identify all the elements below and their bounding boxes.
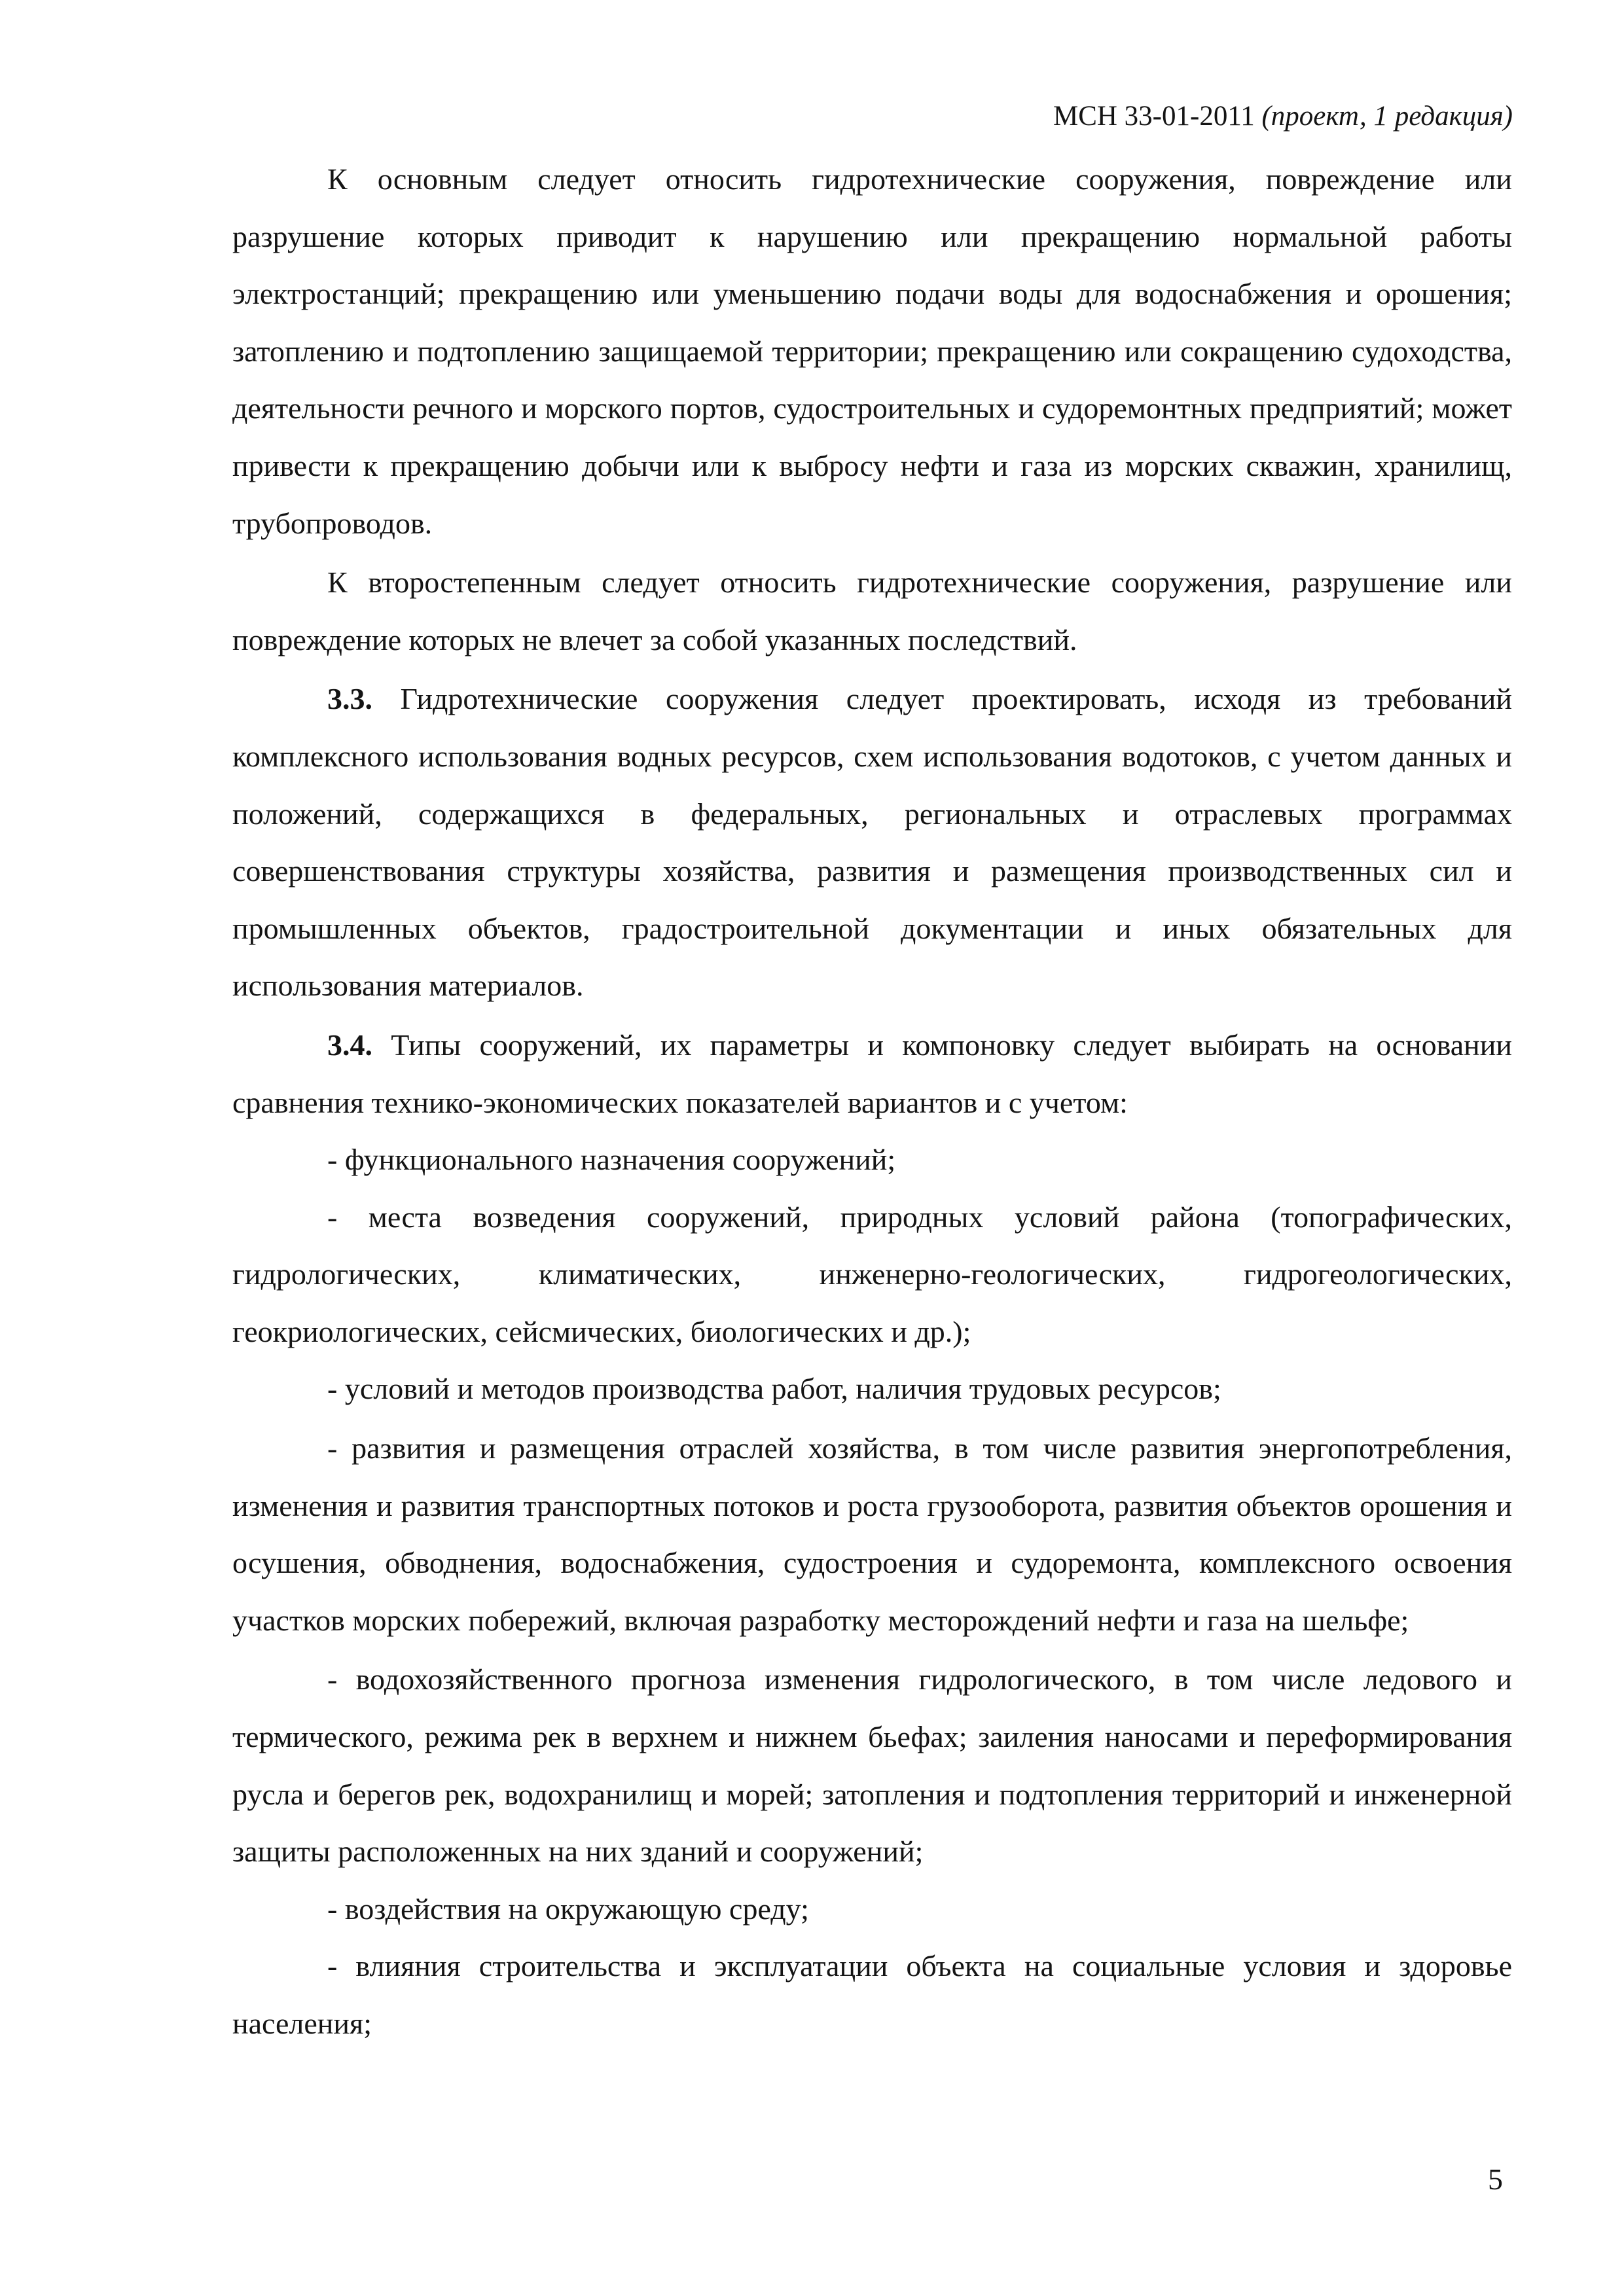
list-item-text: - развития и размещения отраслей хозяйства, в том числе развития энергопотребления, изменения и развития транспортных потоков и роста грузооборота, развития объектов орошения и осушения, обводнения, водоснабжения, судостроения и судоремонта, комплексного освоения участков морских побережий, включая разработку месторождений нефти и газа на шельфе; xyxy=(232,1431,1512,1637)
document-code: МСН 33-01-2011 xyxy=(1053,101,1255,132)
list-item-text: - условий и методов производства работ, наличия трудовых ресурсов; xyxy=(327,1372,1221,1406)
page-number: 5 xyxy=(1488,2162,1503,2196)
list-item-construction-site xyxy=(232,1189,1512,1361)
list-item-social-impact xyxy=(232,1937,1512,2052)
list-item-work-conditions xyxy=(232,1360,1512,1418)
clause-3-4 xyxy=(232,1016,1512,1131)
list-item-text: - места возведения сооружений, природных условий района (топографических, гидрологических, климатических, инженерно-геологических, гидрогеологических, геокриологических, сейсмических, биологических и др.); xyxy=(232,1200,1512,1348)
list-item-text: - влияния строительства и эксплуатации объекта на социальные условия и здоровье населения; xyxy=(232,1949,1512,2040)
list-item-text: - функционального назначения сооружений; xyxy=(327,1143,896,1177)
paragraph-text: Типы сооружений, их параметры и компоновку следует выбирать на основании сравнения технико-экономических показателей вариантов и с учетом: xyxy=(232,1028,1512,1119)
list-item-text: - воздействия на окружающую среду; xyxy=(327,1892,809,1926)
clause-3-3 xyxy=(232,670,1512,1014)
list-item-environmental-impact xyxy=(232,1880,1512,1938)
document-header xyxy=(1053,97,1513,136)
list-item-water-forecast xyxy=(232,1651,1512,1880)
paragraph-text: К второстепенным следует относить гидротехнические сооружения, разрушение или повреждение которых не влечет за собой указанных последствий. xyxy=(232,565,1512,656)
paragraph-text: К основным следует относить гидротехнические сооружения, повреждение или разрушение которых приводит к нарушению или прекращению нормальной работы электростанций; прекращению или уменьшению подачи воды для водоснабжения и орошения; затоплению и подтоплению защищаемой территории; прекращению или сокращению судоходства, деятельности речного и морского портов, судостроительных и судоремонтных предприятий; может привести к прекращению добычи или к выбросу нефти и газа из морских скважин, хранилищ, трубопроводов. xyxy=(232,162,1512,540)
clause-number: 3.3. xyxy=(327,682,372,716)
paragraph-secondary-structures xyxy=(232,554,1512,668)
paragraph-text: Гидротехнические сооружения следует проектировать, исходя из требований комплексного использования водных ресурсов, схем использования водотоков, с учетом данных и положений, содержащихся в федеральных, региональных и отраслевых программах совершенствования структуры хозяйства, развития и размещения производственных сил и промышленных объектов, градостроительной документации и иных обязательных для использования материалов. xyxy=(232,682,1512,1003)
clause-number: 3.4. xyxy=(327,1028,372,1062)
list-item-text: - водохозяйственного прогноза изменения гидрологического, в том числе ледового и термического, режима рек в верхнем и нижнем бьефах; заиления наносами и переформирования русла и берегов рек, водохранилищ и морей; затопления и подтопления территорий и инженерной защиты расположенных на них зданий и сооружений; xyxy=(232,1662,1512,1869)
document-edition-note: (проект, 1 редакция) xyxy=(1261,101,1513,132)
list-item-economic-development xyxy=(232,1420,1512,1649)
document-body xyxy=(232,151,1512,2053)
paragraph-main-structures xyxy=(232,151,1512,552)
list-item-functional-purpose xyxy=(232,1131,1512,1189)
